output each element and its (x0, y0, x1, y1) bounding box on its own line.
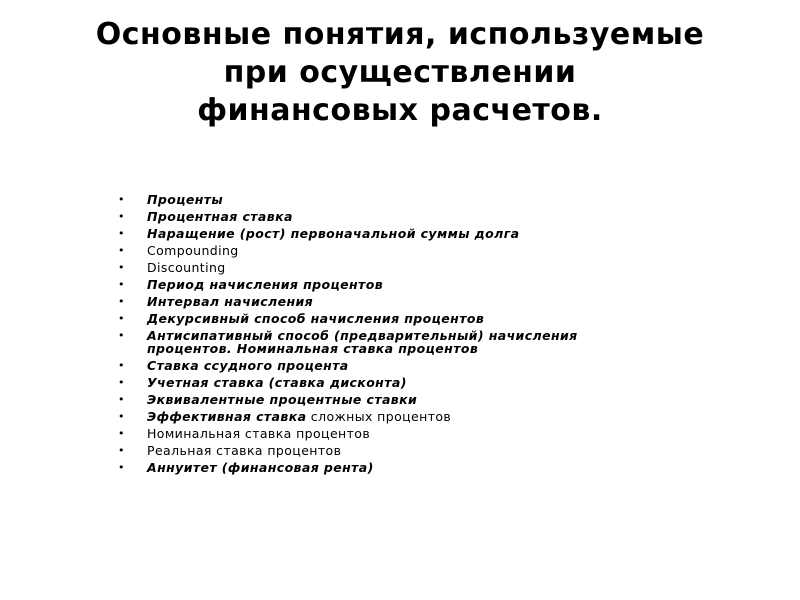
bullet-icon: • (118, 278, 125, 291)
list-item (118, 374, 658, 391)
list-item (118, 242, 658, 259)
bullet-icon: • (118, 427, 125, 440)
list-item (118, 442, 658, 459)
bullet-icon: • (118, 244, 125, 257)
bullet-icon: • (118, 444, 125, 457)
list-item (118, 225, 658, 242)
list-item (118, 259, 658, 276)
bullet-icon: • (118, 295, 125, 308)
list-item-text: Реальная ставка процентов (147, 443, 342, 458)
list-item-text: Процентная ставка (147, 209, 293, 224)
list-item-text: Номинальная ставка процентов (147, 426, 371, 441)
list-item (118, 425, 658, 442)
title-line: при осуществлении (223, 55, 577, 90)
list-item-text: Антисипативный способ (предварительный) начисления процентов. Номинальная ставка процентов (147, 328, 578, 356)
bullet-icon: • (118, 393, 125, 406)
bullet-icon: • (118, 193, 125, 206)
list-item-text: Аннуитет (финансовая рента) (147, 460, 374, 475)
list-item (118, 191, 658, 208)
bullet-icon: • (118, 359, 125, 372)
list-item-text: Эффективная ставка (147, 409, 307, 424)
bullet-icon: • (118, 461, 125, 474)
list-item (118, 357, 658, 374)
concepts-list (118, 191, 658, 476)
slide-title (40, 16, 760, 130)
bullet-icon: • (118, 410, 125, 423)
bullet-icon: • (118, 329, 125, 342)
bullet-icon: • (118, 312, 125, 325)
list-item-text: Discounting (147, 260, 226, 275)
list-item (118, 329, 658, 355)
title-line: финансовых расчетов. (197, 93, 603, 128)
title-line: Основные понятия, используемые (95, 17, 705, 52)
list-item (118, 391, 658, 408)
list-item-text: Период начисления процентов (147, 277, 384, 292)
list-item-text: Декурсивный способ начисления процентов (147, 311, 485, 326)
list-item (118, 208, 658, 225)
list-item (118, 310, 658, 327)
list-item-text: Учетная ставка (ставка дисконта) (147, 375, 407, 390)
list-item (118, 293, 658, 310)
list-item-text: Проценты (147, 192, 224, 207)
list-item-text: Ставка ссудного процента (147, 358, 349, 373)
list-item-text: Compounding (147, 243, 239, 258)
list-item (118, 459, 658, 476)
list-item-text: Эквивалентные процентные ставки (147, 392, 418, 407)
list-item (118, 408, 658, 425)
bullet-icon: • (118, 210, 125, 223)
list-item-text: Наращение (рост) первоначальной суммы долга (147, 226, 520, 241)
bullet-icon: • (118, 376, 125, 389)
list-item-text: сложных процентов (306, 409, 452, 424)
bullet-icon: • (118, 227, 125, 240)
list-item-text: Интервал начисления (147, 294, 314, 309)
bullet-icon: • (118, 261, 125, 274)
list-item (118, 276, 658, 293)
